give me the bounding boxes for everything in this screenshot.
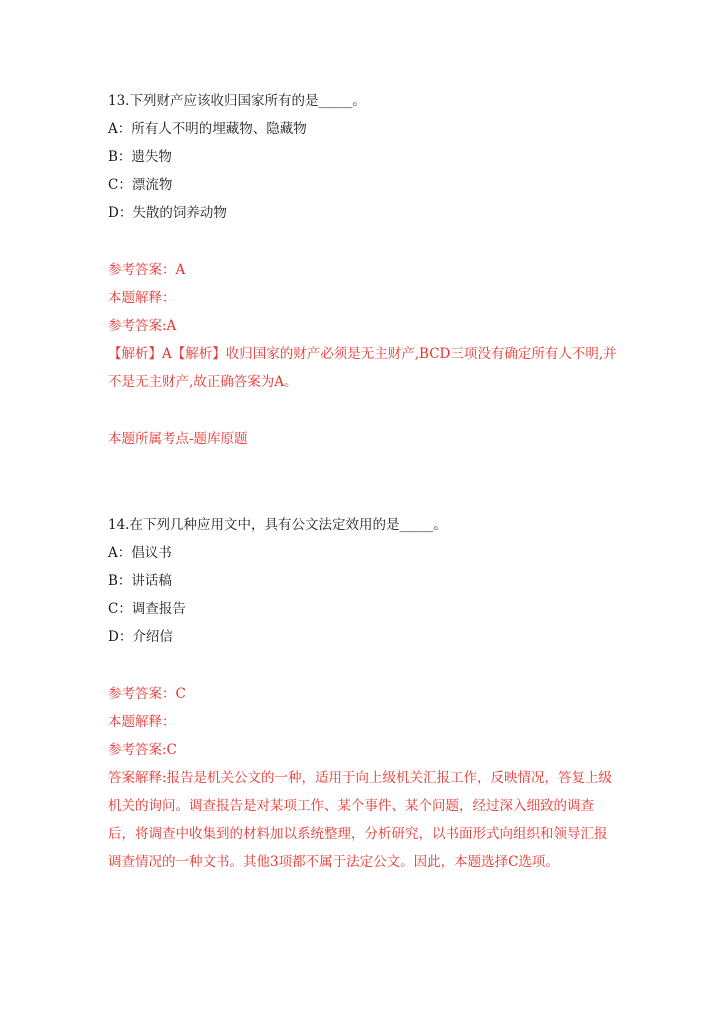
question-13-option-c: C：漂流物 bbox=[108, 177, 173, 193]
question-13-category: 本题所属考点-题库原题 bbox=[108, 431, 248, 447]
question-14-answer: 参考答案：C bbox=[108, 686, 186, 702]
question-14-option-b: B：讲话稿 bbox=[108, 573, 172, 589]
question-13-option-a: A：所有人不明的埋藏物、隐藏物 bbox=[108, 121, 307, 137]
question-13-text: 13.下列财产应该收归国家所有的是_____。 bbox=[108, 93, 366, 109]
question-14-answer-repeat: 参考答案:C bbox=[108, 742, 177, 758]
question-14-option-a: A：倡议书 bbox=[108, 545, 172, 561]
question-14-explain-label: 本题解释： bbox=[108, 714, 176, 730]
question-13-explain-label: 本题解释： bbox=[108, 290, 176, 306]
question-13-answer-repeat: 参考答案:A bbox=[108, 318, 177, 334]
question-14-explanation: 答案解释:报告是机关公文的一种，适用于向上级机关汇报工作，反映情况，答复上级机关的询问。调查报告是对某项工作、某个事件、某个问题，经过深入细致的调查后，将调查中收集到的材料加以系统整理，分析研究，以书面形式向组织和领导汇报调查情况的一种文书。其他3项都不属于法定公文。因此，本题选择C选项。 bbox=[108, 770, 613, 870]
question-13-explanation: 【解析】A【解析】收归国家的财产必须是无主财产,BCD三项没有确定所有人不明,并不是无主财产,故正确答案为A。 bbox=[108, 346, 617, 390]
question-13-option-b: B：遗失物 bbox=[108, 149, 172, 165]
question-13-answer: 参考答案：A bbox=[108, 262, 186, 278]
question-13-option-d: D：失散的饲养动物 bbox=[108, 205, 227, 221]
question-14-text: 14.在下列几种应用文中，具有公文法定效用的是_____。 bbox=[108, 517, 447, 533]
question-14-option-c: C：调查报告 bbox=[108, 601, 186, 617]
question-14-option-d: D：介绍信 bbox=[108, 629, 173, 645]
